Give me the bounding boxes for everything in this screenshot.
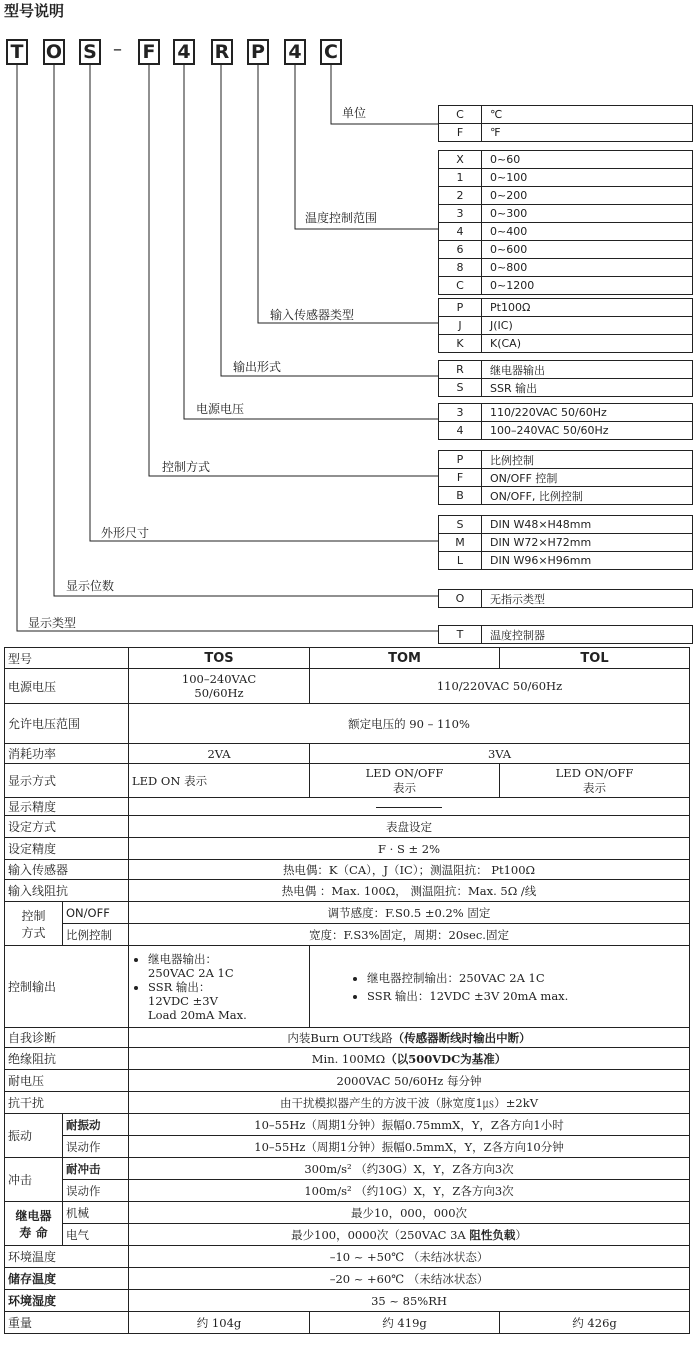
row-insulation xyxy=(5,1048,690,1070)
option-table-range xyxy=(438,150,693,295)
noise-value: 由干扰模拟器产生的方波干波（脉宽度1㎲）±2kV xyxy=(129,1092,690,1114)
option-row xyxy=(439,187,693,205)
header-tol: TOL xyxy=(500,648,690,669)
option-label-digits: 显示位数 xyxy=(66,579,115,593)
option-value: 0~600 xyxy=(482,241,693,259)
option-key: F xyxy=(439,469,482,487)
output-tos-relay-spec: 250VAC 2A 1C xyxy=(148,965,234,980)
option-value: DIN W48×H48mm xyxy=(482,516,693,534)
label-control-output: 控制输出 xyxy=(5,946,129,1028)
label-line-resistance: 输入线阻抗 xyxy=(5,880,129,902)
option-row xyxy=(439,223,693,241)
header-tom: TOM xyxy=(310,648,500,669)
display-tol: LED ON/OFF xyxy=(555,765,634,780)
label-withstand: 耐电压 xyxy=(5,1070,129,1092)
option-row xyxy=(439,379,693,397)
label-relay-life-2: 寿 命 xyxy=(19,1225,48,1240)
option-value: 0~300 xyxy=(482,205,693,223)
power-other: 110/220VAC 50/60Hz xyxy=(310,669,690,704)
option-label-control: 控制方式 xyxy=(162,460,211,474)
label-storage-temp: 储存温度 xyxy=(5,1268,129,1290)
row-sensor xyxy=(5,860,690,880)
option-value: 无指示类型 xyxy=(482,590,693,608)
electrical-value: 最少100，0000次（250VAC 3A xyxy=(291,1227,470,1242)
option-key: R xyxy=(439,361,482,379)
option-row xyxy=(439,335,693,353)
option-value: DIN W72×H72mm xyxy=(482,534,693,552)
option-key: C xyxy=(439,106,482,124)
diagnosis-value: 内装Burn OUT线路 xyxy=(287,1030,393,1045)
diagnosis-note: （传感器断线时输出中断） xyxy=(392,1030,531,1045)
label-humidity: 环境湿度 xyxy=(5,1290,129,1312)
output-other-cell xyxy=(310,946,690,1028)
option-key: J xyxy=(439,317,482,335)
option-row xyxy=(439,552,693,570)
onoff-value: 调节感度：F.S0.5 ±0.2% 固定 xyxy=(129,902,690,924)
option-key: O xyxy=(439,590,482,608)
row-vibration-b xyxy=(5,1136,690,1158)
row-power xyxy=(5,669,690,704)
electrical-close: ） xyxy=(515,1227,527,1242)
precision-dash xyxy=(376,807,442,808)
option-label-display: 显示类型 xyxy=(28,616,77,630)
header-model: 型号 xyxy=(5,648,129,669)
shock-resist-value: 300m/s² （约30G）X，Y，Z各方向3次 xyxy=(129,1158,690,1180)
label-setting: 设定方式 xyxy=(5,816,129,838)
option-table-output xyxy=(438,360,693,397)
option-row xyxy=(439,277,693,295)
set-precision-value: F · S ± 2% xyxy=(129,838,690,860)
mechanical-value: 最少10，000，000次 xyxy=(129,1202,690,1224)
option-label-range: 温度控制范围 xyxy=(305,211,378,225)
option-label-size: 外形尺寸 xyxy=(101,526,150,540)
option-value: 0~200 xyxy=(482,187,693,205)
code-char-unit: C xyxy=(320,39,342,65)
option-label-power: 电源电压 xyxy=(196,402,245,416)
weight-tom: 约 419g xyxy=(310,1312,500,1334)
output-tos-ssr xyxy=(148,980,306,1022)
label-weight: 重量 xyxy=(5,1312,129,1334)
option-key: B xyxy=(439,487,482,505)
option-row xyxy=(439,169,693,187)
label-mechanical: 机械 xyxy=(63,1202,129,1224)
option-key: F xyxy=(439,124,482,142)
option-key: 1 xyxy=(439,169,482,187)
option-value: 0~60 xyxy=(482,151,693,169)
label-control-method-1: 控制 xyxy=(21,908,46,923)
option-label-unit: 单位 xyxy=(342,106,367,120)
row-humidity xyxy=(5,1290,690,1312)
code-char-digits: O xyxy=(43,39,65,65)
electrical-load: 阻性负载 xyxy=(469,1227,516,1242)
option-row xyxy=(439,469,693,487)
option-key: L xyxy=(439,552,482,570)
option-key: P xyxy=(439,451,482,469)
label-proportional: 比例控制 xyxy=(63,924,129,946)
option-row xyxy=(439,534,693,552)
row-allow xyxy=(5,704,690,744)
row-setting xyxy=(5,816,690,838)
row-storage-temp xyxy=(5,1268,690,1290)
output-other-ssr: • SSR 输出：12VDC ±3V 20mA max. xyxy=(367,987,686,1005)
option-row xyxy=(439,422,693,440)
row-vibration-a xyxy=(5,1114,690,1136)
output-tos-ssr-title: SSR 输出： xyxy=(148,979,211,994)
code-char-size: S xyxy=(79,39,101,65)
row-life-b xyxy=(5,1224,690,1246)
vibration-resist-value: 10–55Hz（周期1分钟）振幅0.75mmX，Y，Z各方向1小时 xyxy=(129,1114,690,1136)
option-key: S xyxy=(439,379,482,397)
row-shock-b xyxy=(5,1180,690,1202)
code-char-control: F xyxy=(138,39,160,65)
option-key: X xyxy=(439,151,482,169)
option-value: 比例控制 xyxy=(482,451,693,469)
row-control-prop xyxy=(5,924,690,946)
option-value: 0~800 xyxy=(482,259,693,277)
row-consumption xyxy=(5,744,690,764)
option-table-unit xyxy=(438,105,693,142)
allow-value: 额定电压的 90 – 110% xyxy=(129,704,690,744)
option-value: 继电器输出 xyxy=(482,361,693,379)
row-weight xyxy=(5,1312,690,1334)
code-char-output: R xyxy=(211,39,233,65)
option-row xyxy=(439,106,693,124)
header-tos: TOS xyxy=(129,648,310,669)
label-insulation: 绝缘阻抗 xyxy=(5,1048,129,1070)
label-onoff: ON/OFF xyxy=(63,902,129,924)
option-table-power xyxy=(438,403,693,440)
option-key: P xyxy=(439,299,482,317)
consumption-tos: 2VA xyxy=(129,744,310,764)
output-tos-ssr-spec: 12VDC ±3V xyxy=(148,993,218,1008)
option-table-sensor xyxy=(438,298,693,353)
option-row xyxy=(439,451,693,469)
option-key: 4 xyxy=(439,223,482,241)
option-row xyxy=(439,299,693,317)
option-value: ℉ xyxy=(482,124,693,142)
option-value: DIN W96×H96mm xyxy=(482,552,693,570)
option-row xyxy=(439,487,693,505)
option-table-control xyxy=(438,450,693,505)
code-char-power: 4 xyxy=(173,39,195,65)
setting-value: 表盘设定 xyxy=(129,816,690,838)
sensor-value: 热电偶：K（CA），J（IC）；测温阻抗： Pt100Ω xyxy=(129,860,690,880)
option-table-digits xyxy=(438,589,693,608)
code-char-display-type: T xyxy=(6,39,28,65)
label-control-method-2: 方式 xyxy=(21,925,46,940)
label-shock: 冲击 xyxy=(5,1158,63,1202)
option-table-display xyxy=(438,625,693,644)
row-withstand xyxy=(5,1070,690,1092)
option-row xyxy=(439,151,693,169)
label-ambient-temp: 环境温度 xyxy=(5,1246,129,1268)
proportional-value: 宽度：F.S3%固定，周期：20sec.固定 xyxy=(129,924,690,946)
option-value: 100–240VAC 50/60Hz xyxy=(482,422,693,440)
label-noise: 抗干扰 xyxy=(5,1092,129,1114)
option-value: 110/220VAC 50/60Hz xyxy=(482,404,693,422)
option-key: M xyxy=(439,534,482,552)
label-set-precision: 设定精度 xyxy=(5,838,129,860)
option-row xyxy=(439,361,693,379)
label-relay-life-1: 继电器 xyxy=(15,1208,52,1223)
option-row xyxy=(439,590,693,608)
label-power: 电源电压 xyxy=(5,669,129,704)
output-tos-ssr-load: Load 20mA Max. xyxy=(148,1007,247,1022)
spec-header-row xyxy=(5,648,690,669)
label-diagnosis: 自我诊断 xyxy=(5,1028,129,1048)
label-sensor: 输入传感器 xyxy=(5,860,129,880)
label-display: 显示方式 xyxy=(5,764,129,798)
option-key: 3 xyxy=(439,404,482,422)
label-vibration-resist: 耐振动 xyxy=(63,1114,129,1136)
electrical-cell xyxy=(129,1224,690,1246)
option-value: 0~100 xyxy=(482,169,693,187)
power-tos-hz: 50/60Hz xyxy=(194,686,244,700)
storage-temp-value: –20 ~ +60℃ （未结冰状态） xyxy=(129,1268,690,1290)
label-vibration-malfunction: 误动作 xyxy=(63,1136,129,1158)
option-key: C xyxy=(439,277,482,295)
option-value: 温度控制器 xyxy=(482,626,693,644)
vibration-malfunction-value: 10–55Hz（周期1分钟）振幅0.5mmX，Y，Z各方向10分钟 xyxy=(129,1136,690,1158)
label-consumption: 消耗功率 xyxy=(5,744,129,764)
label-shock-resist: 耐冲击 xyxy=(63,1158,129,1180)
row-control-output xyxy=(5,946,690,1028)
withstand-value: 2000VAC 50/60Hz 每分钟 xyxy=(129,1070,690,1092)
page-title: 型号说明 xyxy=(4,2,65,20)
power-tos-cell xyxy=(129,669,310,704)
weight-tos: 约 104g xyxy=(129,1312,310,1334)
label-precision: 显示精度 xyxy=(5,798,129,816)
option-label-sensor: 输入传感器类型 xyxy=(270,308,355,322)
code-char-sensor: P xyxy=(247,39,269,65)
insulation-value: Min. 100MΩ xyxy=(311,1051,386,1066)
humidity-value: 35 ~ 85%RH xyxy=(129,1290,690,1312)
shock-malfunction-value: 100m/s² （约10G）X，Y，Z各方向3次 xyxy=(129,1180,690,1202)
ambient-temp-value: –10 ~ +50℃ （未结冰状态） xyxy=(129,1246,690,1268)
option-row xyxy=(439,404,693,422)
label-allow: 允许电压范围 xyxy=(5,704,129,744)
option-value: ℃ xyxy=(482,106,693,124)
option-row xyxy=(439,626,693,644)
row-control-onoff xyxy=(5,902,690,924)
row-shock-a xyxy=(5,1158,690,1180)
option-key: 4 xyxy=(439,422,482,440)
option-value: K(CA) xyxy=(482,335,693,353)
output-tos-relay xyxy=(148,952,306,980)
option-row xyxy=(439,516,693,534)
display-tom-cell xyxy=(310,764,500,798)
display-tol-2: 表示 xyxy=(583,780,607,795)
output-tos-cell xyxy=(129,946,310,1028)
row-diagnosis xyxy=(5,1028,690,1048)
diagnosis-cell xyxy=(129,1028,690,1048)
option-row xyxy=(439,241,693,259)
option-key: 2 xyxy=(439,187,482,205)
option-value: Pt100Ω xyxy=(482,299,693,317)
option-key: 8 xyxy=(439,259,482,277)
option-value: 0~400 xyxy=(482,223,693,241)
option-table-size xyxy=(438,515,693,570)
option-row xyxy=(439,124,693,142)
power-tos: 100–240VAC xyxy=(181,672,257,686)
option-value: SSR 输出 xyxy=(482,379,693,397)
output-tos-list xyxy=(132,952,306,1022)
option-key: 3 xyxy=(439,205,482,223)
code-char-range: 4 xyxy=(284,39,306,65)
output-other-relay: • 继电器控制输出：250VAC 2A 1C xyxy=(367,969,686,987)
consumption-other: 3VA xyxy=(310,744,690,764)
display-tol-cell xyxy=(500,764,690,798)
option-row xyxy=(439,205,693,223)
insulation-note: （以500VDC为基准） xyxy=(385,1051,507,1066)
code-dash: – xyxy=(113,39,122,60)
option-key: T xyxy=(439,626,482,644)
row-display xyxy=(5,764,690,798)
option-value: ON/OFF, 比例控制 xyxy=(482,487,693,505)
spec-table xyxy=(4,647,690,1334)
display-tom-2: 表示 xyxy=(393,780,417,795)
insulation-cell xyxy=(129,1048,690,1070)
weight-tol: 约 426g xyxy=(500,1312,690,1334)
row-noise xyxy=(5,1092,690,1114)
display-tos: LED ON 表示 xyxy=(129,764,310,798)
option-label-output: 输出形式 xyxy=(233,360,282,374)
display-tom: LED ON/OFF xyxy=(365,765,444,780)
option-key: 6 xyxy=(439,241,482,259)
option-value: ON/OFF 控制 xyxy=(482,469,693,487)
label-vibration: 振动 xyxy=(5,1114,63,1158)
output-tos-relay-title: 继电器输出： xyxy=(148,951,218,966)
row-life-a xyxy=(5,1202,690,1224)
label-electrical: 电气 xyxy=(63,1224,129,1246)
row-set-precision xyxy=(5,838,690,860)
label-relay-life-cell xyxy=(5,1202,63,1246)
option-value: 0~1200 xyxy=(482,277,693,295)
row-line-resistance xyxy=(5,880,690,902)
label-control-method-cell xyxy=(5,902,63,946)
label-shock-malfunction: 误动作 xyxy=(63,1180,129,1202)
option-key: S xyxy=(439,516,482,534)
option-key: K xyxy=(439,335,482,353)
precision-value xyxy=(129,798,690,816)
option-row xyxy=(439,259,693,277)
row-precision xyxy=(5,798,690,816)
option-value: J(IC) xyxy=(482,317,693,335)
row-ambient-temp xyxy=(5,1246,690,1268)
line-resistance-value: 热电偶 ：Max. 100Ω， 测温阻抗：Max. 5Ω /线 xyxy=(129,880,690,902)
output-other-list xyxy=(313,969,686,1005)
option-row xyxy=(439,317,693,335)
